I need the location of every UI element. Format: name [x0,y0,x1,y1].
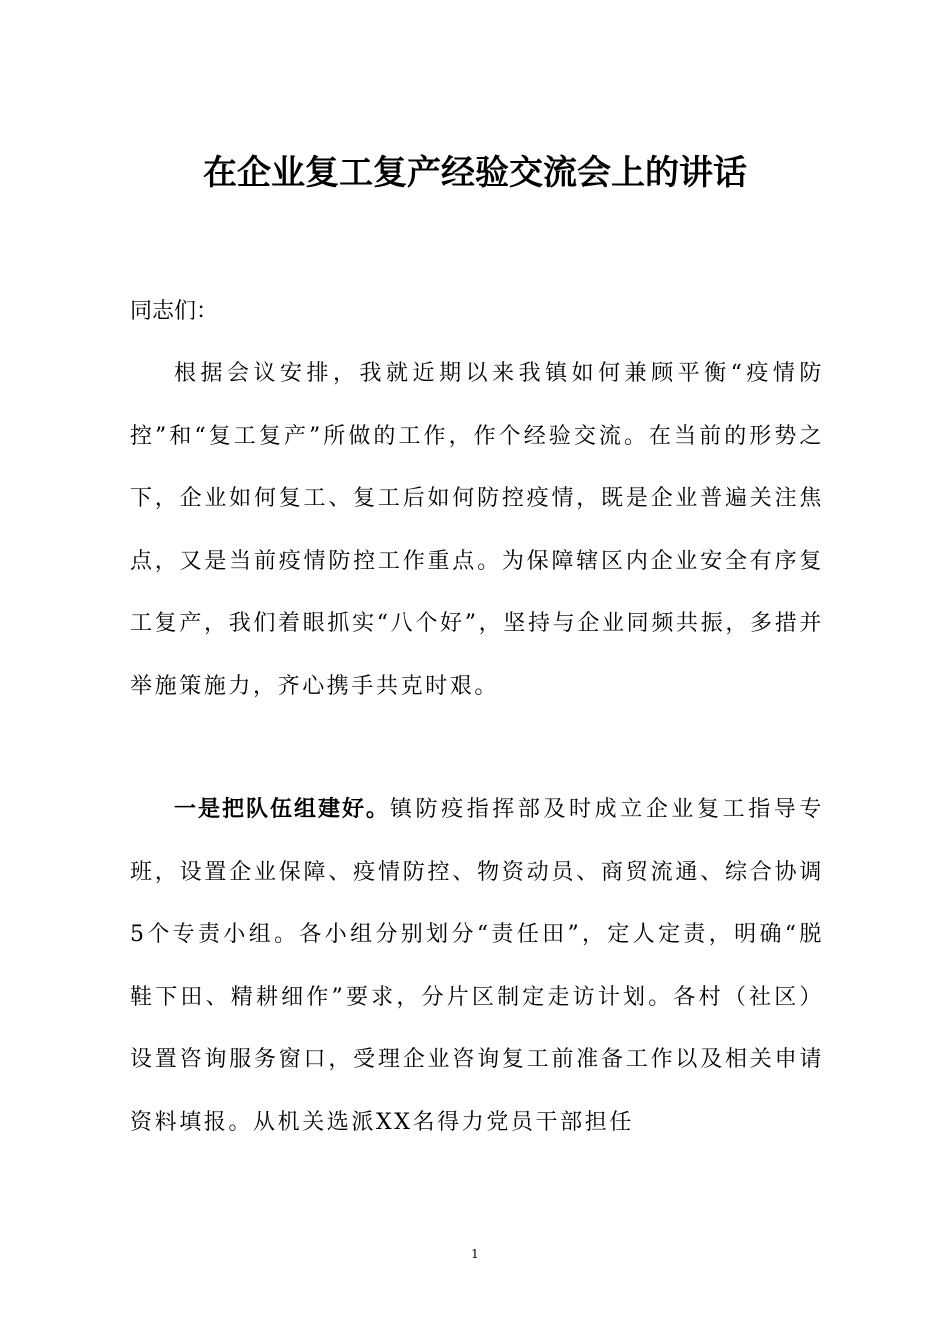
paragraph [130,779,824,1154]
paragraph-lead: 一是把队伍组建好。 [174,797,390,822]
paragraph [130,343,824,718]
paragraph-text: 根据会议安排，我就近期以来我镇如何兼顾平衡“疫情防控”和“复工复产”所做的工作，作个经验交流。在当前的形势之下，企业如何复工、复工后如何防控疫情，既是企业普遍关注焦点，又是当前疫情防控工作重点。为保障辖区内企业安全有序复工复产，我们着眼抓实“八个好”，坚持与企业同频共振，多措并举施策施力，齐心携手共克时艰。 [130,361,824,699]
page-number: 1 [471,1247,479,1261]
paragraph-text: 镇防疫指挥部及时成立企业复工指导专班，设置企业保障、疫情防控、物资动员、商贸流通、综合协调5个专责小组。各小组分别划分“责任田”，定人定责，明确“脱鞋下田、精耕细作”要求，分片区制定走访计划。各村（社区）设置咨询服务窗口，受理企业咨询复工前准备工作以及相关申请资料填报。从机关选派XX名得力党员干部担任 [130,797,824,1135]
salutation: 同志们： [130,299,219,324]
document-title: 在企业复工复产经验交流会上的讲话 [203,153,747,193]
